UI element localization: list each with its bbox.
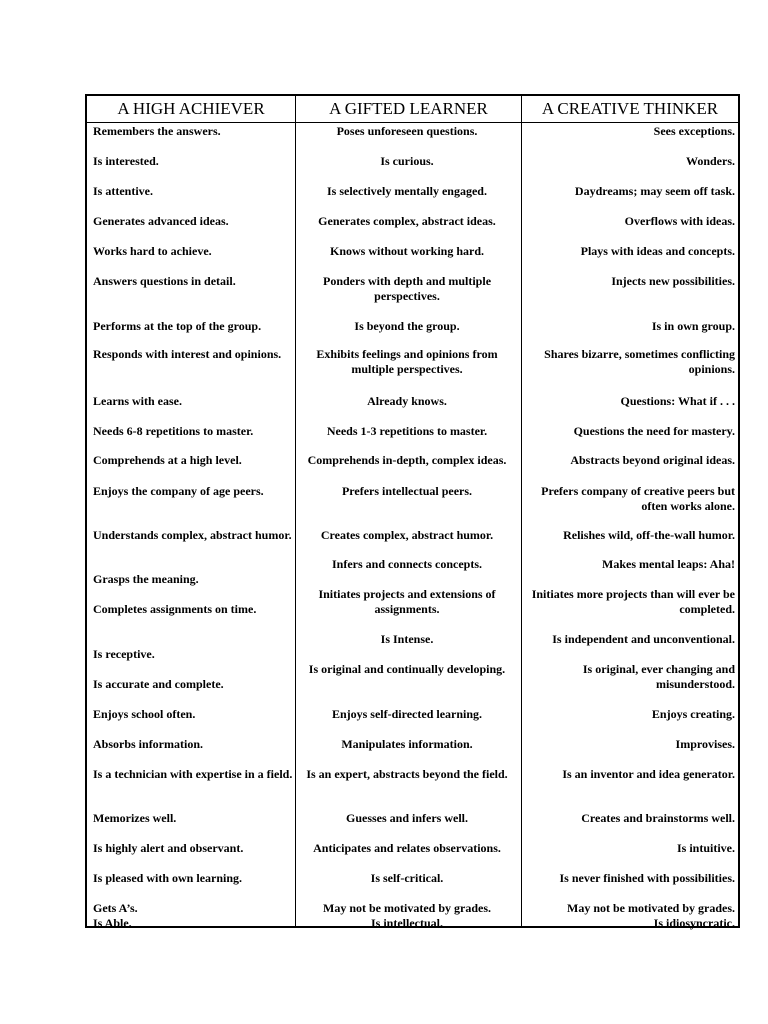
comparison-table	[85, 94, 740, 928]
creative-thinker-cell: May not be motivated by grades.	[567, 901, 735, 915]
high-achiever-cell: Understands complex, abstract humor.	[93, 528, 292, 542]
high-achiever-cell: Enjoys the company of age peers.	[93, 484, 264, 498]
gifted-learner-cell: Is original and continually developing.	[308, 662, 506, 676]
high-achiever-cell: Gets A’s.	[93, 901, 138, 915]
gifted-learner-cell: Is an expert, abstracts beyond the field.	[306, 767, 508, 781]
gifted-learner-cell: Initiates projects and extensions of assignments.	[318, 587, 496, 616]
high-achiever-cell: Is pleased with own learning.	[93, 871, 243, 885]
creative-thinker-cell: Daydreams; may seem off task.	[574, 184, 735, 198]
gifted-learner-cell: Is selectively mentally engaged.	[327, 184, 487, 198]
creative-thinker-cell: Is original, ever changing and misunderstood.	[582, 662, 735, 691]
high-achiever-cell: Enjoys school often.	[93, 707, 196, 721]
high-achiever-cell: Answers questions in detail.	[93, 274, 236, 288]
high-achiever-cell: Generates advanced ideas.	[93, 214, 229, 228]
creative-thinker-cell: Improvises.	[675, 737, 735, 751]
gifted-learner-cell: Already knows.	[367, 394, 447, 408]
high-achiever-cell: Is receptive.	[93, 647, 155, 661]
high-achiever-cell: Learns with ease.	[93, 394, 182, 408]
gifted-learner-cell: Poses unforeseen questions.	[336, 124, 478, 138]
creative-thinker-cell: Is an inventor and idea generator.	[562, 767, 735, 781]
gifted-learner-cell: May not be motivated by grades.	[323, 901, 491, 915]
creative-thinker-cell: Is independent and unconventional.	[552, 632, 735, 646]
gifted-learner-cell: Exhibits feelings and opinions from multiple perspectives.	[316, 347, 498, 376]
creative-thinker-cell: Is intuitive.	[676, 841, 735, 855]
creative-thinker-cell: Questions: What if . . .	[620, 394, 735, 408]
high-achiever-cell: Is Able.	[93, 916, 132, 930]
high-achiever-cell: Is a technician with expertise in a field.	[93, 767, 293, 781]
high-achiever-cell: Responds with interest and opinions.	[93, 347, 282, 361]
creative-thinker-cell: Is idiosyncratic.	[653, 916, 735, 930]
gifted-learner-cell: Guesses and infers well.	[345, 811, 468, 825]
gifted-learner-cell: Comprehends in-depth, complex ideas.	[307, 453, 507, 467]
high-achiever-cell: Remembers the answers.	[93, 124, 221, 138]
high-achiever-cell: Comprehends at a high level.	[93, 453, 242, 467]
header-divider	[87, 122, 738, 123]
high-achiever-cell: Absorbs information.	[93, 737, 204, 751]
column-divider	[295, 96, 296, 926]
header-creative-thinker: A CREATIVE THINKER	[541, 99, 719, 118]
gifted-learner-cell: Generates complex, abstract ideas.	[318, 214, 496, 228]
gifted-learner-cell: Infers and connects concepts.	[332, 557, 482, 571]
gifted-learner-cell: Is curious.	[380, 154, 434, 168]
high-achiever-cell: Works hard to achieve.	[93, 244, 212, 258]
creative-thinker-cell: Sees exceptions.	[653, 124, 735, 138]
high-achiever-cell: Completes assignments on time.	[93, 602, 257, 616]
gifted-learner-cell: Ponders with depth and multiple perspectives.	[322, 274, 492, 303]
gifted-learner-cell: Prefers intellectual peers.	[341, 484, 473, 498]
gifted-learner-cell: Anticipates and relates observations.	[313, 841, 501, 855]
high-achiever-cell: Is highly alert and observant.	[93, 841, 244, 855]
gifted-learner-cell: Is Intense.	[380, 632, 434, 646]
creative-thinker-cell: Creates and brainstorms well.	[581, 811, 735, 825]
gifted-learner-cell: Is intellectual.	[371, 916, 443, 930]
high-achiever-cell: Memorizes well.	[93, 811, 177, 825]
high-achiever-cell: Is attentive.	[93, 184, 153, 198]
high-achiever-cell: Needs 6-8 repetitions to master.	[93, 424, 254, 438]
gifted-learner-cell: Manipulates information.	[341, 737, 473, 751]
gifted-learner-cell: Needs 1-3 repetitions to master.	[326, 424, 488, 438]
creative-thinker-cell: Prefers company of creative peers but often works alone.	[541, 484, 735, 513]
creative-thinker-cell: Shares bizarre, sometimes conflicting opinions.	[544, 347, 735, 376]
gifted-learner-cell: Knows without working hard.	[329, 244, 485, 258]
creative-thinker-cell: Is never finished with possibilities.	[559, 871, 735, 885]
creative-thinker-cell: Injects new possibilities.	[611, 274, 735, 288]
creative-thinker-cell: Plays with ideas and concepts.	[580, 244, 735, 258]
high-achiever-cell: Grasps the meaning.	[93, 572, 199, 586]
high-achiever-cell: Is accurate and complete.	[93, 677, 224, 691]
creative-thinker-cell: Enjoys creating.	[651, 707, 735, 721]
gifted-learner-cell: Is beyond the group.	[354, 319, 460, 333]
gifted-learner-cell: Enjoys self-directed learning.	[331, 707, 483, 721]
gifted-learner-cell: Is self-critical.	[370, 871, 444, 885]
header-gifted-learner: A GIFTED LEARNER	[329, 99, 488, 118]
creative-thinker-cell: Abstracts beyond original ideas.	[570, 453, 735, 467]
gifted-learner-cell: Creates complex, abstract humor.	[320, 528, 494, 542]
creative-thinker-cell: Questions the need for mastery.	[573, 424, 735, 438]
header-high-achiever: A HIGH ACHIEVER	[117, 99, 265, 118]
high-achiever-cell: Performs at the top of the group.	[93, 319, 262, 333]
creative-thinker-cell: Is in own group.	[651, 319, 735, 333]
creative-thinker-cell: Wonders.	[685, 154, 735, 168]
creative-thinker-cell: Initiates more projects than will ever be completed.	[531, 587, 735, 616]
creative-thinker-cell: Makes mental leaps: Aha!	[602, 557, 735, 571]
high-achiever-cell: Is interested.	[93, 154, 159, 168]
creative-thinker-cell: Overflows with ideas.	[624, 214, 735, 228]
creative-thinker-cell: Relishes wild, off-the-wall humor.	[563, 528, 735, 542]
